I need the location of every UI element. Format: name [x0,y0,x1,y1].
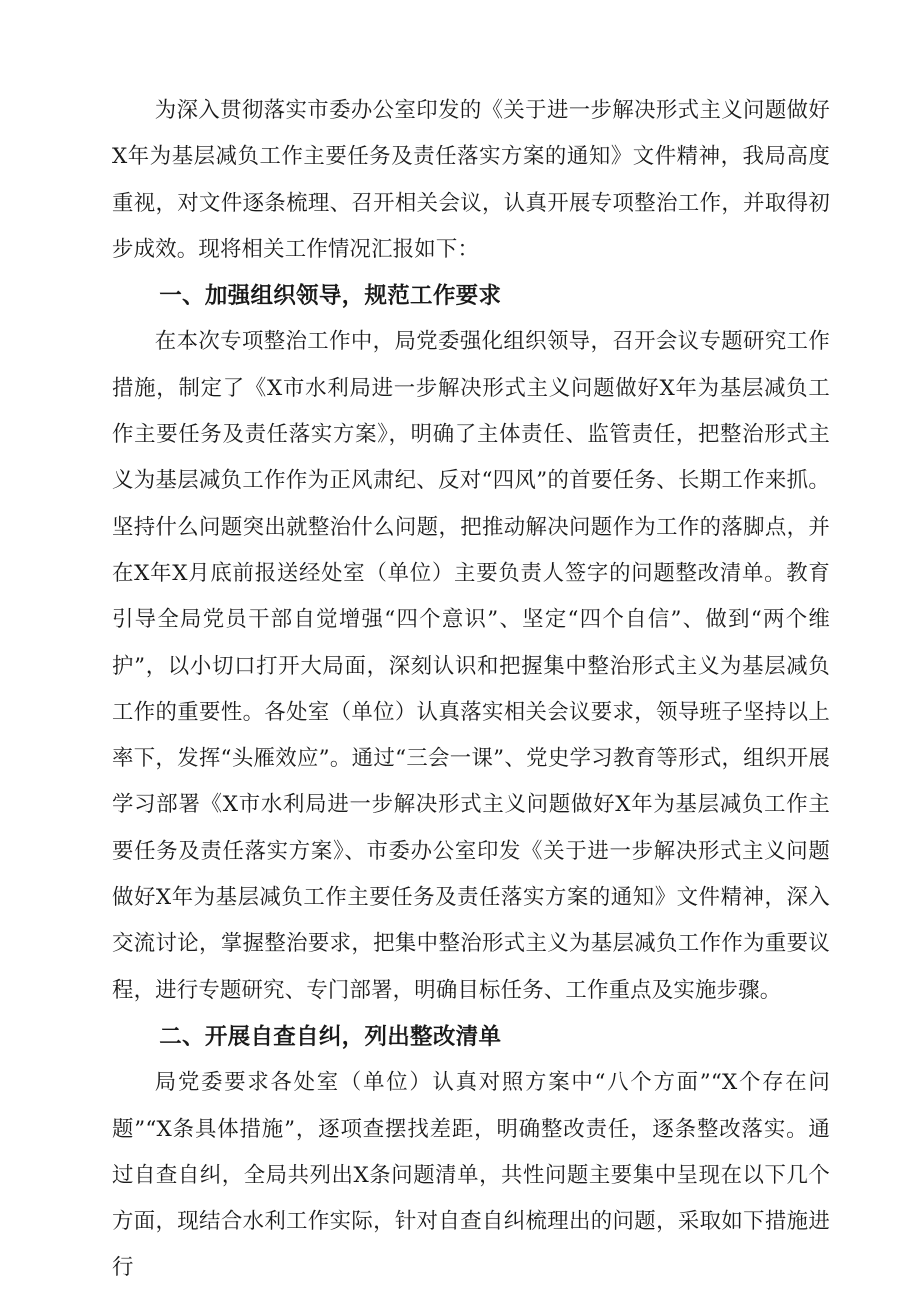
section-1-paragraph: 在本次专项整治工作中，局党委强化组织领导，召开会议专题研究工作措施，制定了《X市水利局进一步解决形式主义问题做好X年为基层减负工作主要任务及责任落实方案》，明确了主体责任、监管责任，把整治形式主义为基层减负工作作为正风肃纪、反对“四风”的首要任务、长期工作来抓。坚持什么问题突出就整治什么问题，把推动解决问题作为工作的落脚点，并在X年X月底前报送经处室（单位）主要负责人签字的问题整改清单。教育引导全局党员干部自觉增强“四个意识”、坚定“四个自信”、做到“两个维护”，以小切口打开大局面，深刻认识和把握集中整治形式主义为基层减负工作的重要性。各处室（单位）认真落实相关会议要求，领导班子坚持以上率下，发挥“头雁效应”。通过“三会一课”、党史学习教育等形式，组织开展学习部署《X市水利局进一步解决形式主义问题做好X年为基层减负工作主要任务及责任落实方案》、市委办公室印发《关于进一步解决形式主义问题做好X年为基层减负工作主要任务及责任落实方案的通知》文件精神，深入交流讨论，掌握整治要求，把集中整治形式主义为基层减负工作作为重要议程，进行专题研究、专门部署，明确目标任务、工作重点及实施步骤。 [112,329,830,1003]
intro-paragraph: 为深入贯彻落实市委办公室印发的《关于进一步解决形式主义问题做好X年为基层减负工作主要任务及责任落实方案的通知》文件精神，我局高度重视，对文件逐条梳理、召开相关会议，认真开展专项整治工作，并取得初步成效。现将相关工作情况汇报如下： [112,98,830,262]
document-page [112,88,830,1292]
section-1-heading: 一、加强组织领导，规范工作要求 [159,283,502,310]
section-2-paragraph: 局党委要求各处室（单位）认真对照方案中“八个方面”“X个存在问题”“X条具体措施”，逐项查摆找差距，明确整改责任，逐条整改落实。通过自查自纠，全局共列出X条问题清单，共性问题主要集中呈现在以下几个方面，现结合水利工作实际，针对自查自纠梳理出的问题，采取如下措施进行 [112,1070,830,1281]
section-2-heading: 二、开展自查自纠，列出整改清单 [159,1023,502,1050]
